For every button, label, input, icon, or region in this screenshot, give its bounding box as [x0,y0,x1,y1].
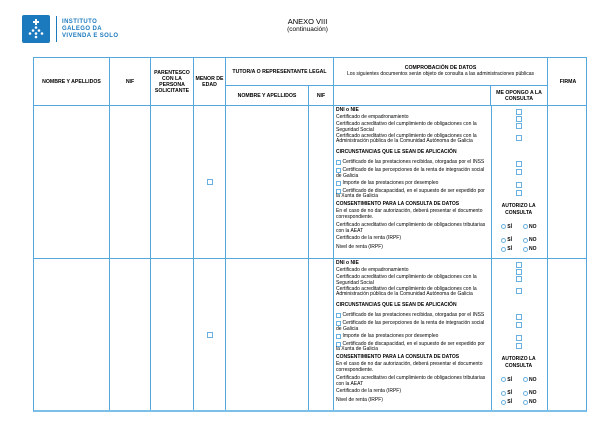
cell-tutoria-nombre[interactable] [226,259,309,410]
doc-item-dni: DNI o NIE [334,261,547,268]
consulta-item-nivel-renta: Nivel de renta (IRPF) SÍ NO [336,397,537,406]
col-header-tutoria: TUTOR/A O REPRESENTANTE LEGAL [226,58,334,85]
radio-circle-icon[interactable] [523,377,528,382]
doc-item-seguridad-social: Certificado acreditativo del cumplimiento de obligaciones con la Seguridad Social [334,122,547,134]
autorizo-label-1: AUTORIZO LA [501,203,536,210]
oppose-checkbox-discapacidad[interactable] [516,190,522,196]
doc-item-seguridad-social: Certificado acreditativo del cumplimiento de obligaciones con la Seguridad Social [334,275,547,287]
cell-tutoria-nif[interactable] [309,106,334,258]
annex-subtitle: (continuación) [287,26,328,33]
col-header-me-opongo: ME OPONGO A LA CONSULTA [491,85,548,105]
cell-nombre-apellidos[interactable] [34,106,110,258]
radio-si-nivel-renta[interactable]: SÍ [501,399,512,405]
cell-menor-edad [194,259,226,410]
col-header-parentesco: PARENTESCO CON LA PERSONA SOLICITANTE [151,58,194,105]
apply-checkbox-inss[interactable] [336,160,341,165]
circ-item-discapacidad: Certificado de discapacidad, en el supuesto de ser expedido por la Xunta de Galicia [334,342,547,354]
col-header-comprobacion [334,58,548,85]
oppose-checkbox-seguridad-social[interactable] [516,123,522,129]
oppose-checkbox-admin-galicia[interactable] [516,135,522,141]
col-header-nif: NIF [110,58,151,105]
member-row [34,106,586,258]
consulta-item-aeat: Certificado acreditativo del cumplimiento de obligaciones tributarias con la AEAT SÍ NO [336,221,537,234]
cell-nif[interactable] [110,106,151,258]
autorizo-label-1: AUTORIZO LA [501,356,536,363]
consulta-item-nivel-renta: Nivel de renta (IRPF) SÍ NO [336,244,537,253]
radio-circle-icon[interactable] [501,377,506,382]
radio-no-nivel-renta[interactable]: NO [523,399,537,405]
radio-si-renta[interactable]: SÍ [501,237,512,243]
menor-edad-checkbox[interactable] [207,332,213,338]
oppose-checkbox-renta-integracion[interactable] [516,169,522,175]
col-header-nombre: NOMBRE Y APELLIDOS [34,58,110,105]
oppose-checkbox-renta-integracion[interactable] [516,322,522,328]
doc-item-admin-galicia: Certificado acreditativo del cumplimiento de obligaciones con la Administración pública de la Comunidad Autónoma de Galicia [334,134,547,146]
radio-circle-icon[interactable] [501,391,506,396]
radio-si-renta[interactable]: SÍ [501,390,512,396]
consentimiento-section: CONSENTIMIENTO PARA LA CONSULTA DE DATOS AUTORIZO LA [336,201,536,210]
cell-firma[interactable] [548,106,588,258]
radio-no-aeat[interactable]: NO [523,377,537,383]
circ-item-inss: Certificado de las prestaciones recibidas, otorgadas por el INSS [334,313,547,320]
doc-item-dni: DNI o NIE [334,108,547,115]
radio-si-aeat[interactable]: SÍ [501,377,512,383]
radio-no-aeat[interactable]: NO [523,224,537,230]
oppose-checkbox-desempleo[interactable] [516,182,522,188]
cell-parentesco[interactable] [151,106,194,258]
radio-si-aeat[interactable]: SÍ [501,224,512,230]
col-header-firma: FIRMA [559,78,577,85]
comprobacion-subheader-spacer [334,85,491,105]
radio-circle-icon[interactable] [523,391,528,396]
radio-no-renta[interactable]: NO [523,390,537,396]
table-header [34,58,586,106]
doc-item-admin-galicia: Certificado acreditativo del cumplimiento de obligaciones con la Administración pública de la Comunidad Autónoma de Galicia [334,287,547,299]
oppose-checkbox-admin-galicia[interactable] [516,288,522,294]
circ-item-discapacidad: Certificado de discapacidad, en el supuesto de ser expedido por la Xunta de Galicia [334,189,547,201]
org-name: INSTITUTO GALEGO DA VIVENDA E SOLO [62,18,119,39]
cell-menor-edad [194,106,226,258]
page-title [0,17,615,33]
radio-circle-icon[interactable] [501,238,506,243]
radio-circle-icon[interactable] [523,224,528,229]
radio-circle-icon[interactable] [523,238,528,243]
cell-tutoria-nif[interactable] [309,259,334,410]
oppose-checkbox-inss[interactable] [516,314,522,320]
cell-tutoria-nombre[interactable] [226,106,309,258]
circ-item-inss: Certificado de las prestaciones recibidas, otorgadas por el INSS [334,160,547,167]
circ-item-renta-integracion: Certificado de las percepciones de la renta de integración social de Galicia [334,321,547,333]
cell-comprobacion [334,106,548,258]
radio-circle-icon[interactable] [523,247,528,252]
circ-item-renta-integracion: Certificado de las percepciones de la renta de integración social de Galicia [334,168,547,180]
col-header-menor-edad: MENOR DE EDAD [194,58,226,105]
circunstancias-section: CIRCUNSTANCIAS QUE LE SEAN DE APLICACIÓN [336,149,457,156]
member-row [34,258,586,410]
apply-checkbox-desempleo[interactable] [336,181,341,186]
consulta-item-aeat: Certificado acreditativo del cumplimiento de obligaciones tributarias con la AEAT SÍ NO [336,374,537,387]
radio-circle-icon[interactable] [501,224,506,229]
radio-no-nivel-renta[interactable]: NO [523,246,537,252]
apply-checkbox-desempleo[interactable] [336,334,341,339]
oppose-checkbox-seguridad-social[interactable] [516,276,522,282]
cell-firma[interactable] [548,259,588,410]
radio-no-renta[interactable]: NO [523,237,537,243]
consentimiento-section: CONSENTIMIENTO PARA LA CONSULTA DE DATOS AUTORIZO LA [336,354,536,363]
doc-item-empadronamiento: Certificado de empadronamiento [334,115,547,122]
radio-circle-icon[interactable] [523,400,528,405]
col-header-tutoria-nif: NIF [309,85,334,105]
radio-circle-icon[interactable] [501,400,506,405]
annex-title: ANEXO VIII [287,17,328,26]
consentimiento-note: En el caso de no dar autorización, deberá presentar el documento correspondiente. CONSULTA [336,208,533,220]
apply-checkbox-inss[interactable] [336,313,341,318]
doc-item-empadronamiento: Certificado de empadronamiento [334,268,547,275]
circunstancias-section: CIRCUNSTANCIAS QUE LE SEAN DE APLICACIÓN [336,302,457,309]
cell-comprobacion [334,259,548,410]
consulta-item-renta: Certificado de la renta (IRPF) SÍ NO [336,235,537,244]
comprobacion-subtitle: Los siguientes documentos serán objeto de consulta a las administraciones públicas [346,71,535,78]
table-body [34,106,586,410]
consentimiento-note: En el caso de no dar autorización, deberá presentar el documento correspondiente. CONSULTA [336,361,533,373]
cell-parentesco[interactable] [151,259,194,410]
radio-si-nivel-renta[interactable]: SÍ [501,246,512,252]
oppose-checkbox-discapacidad[interactable] [516,343,522,349]
autorizo-label-2: CONSULTA [505,363,533,370]
oppose-checkbox-desempleo[interactable] [516,335,522,341]
comprobacion-title: COMPROBACIÓN DE DATOS [404,65,477,72]
oppose-checkbox-inss[interactable] [516,161,522,167]
radio-circle-icon[interactable] [501,247,506,252]
menor-edad-checkbox[interactable] [207,179,213,185]
data-verification-table [33,57,587,412]
consulta-item-renta: Certificado de la renta (IRPF) SÍ NO [336,388,537,397]
cell-nif[interactable] [110,259,151,410]
autorizo-label-2: CONSULTA [505,210,533,217]
circ-item-desempleo: Importe de las prestaciones por desempleo [334,334,547,341]
cell-nombre-apellidos[interactable] [34,259,110,410]
circ-item-desempleo: Importe de las prestaciones por desempleo [334,181,547,188]
col-header-tutoria-nombre: NOMBRE Y APELLIDOS [226,85,309,105]
